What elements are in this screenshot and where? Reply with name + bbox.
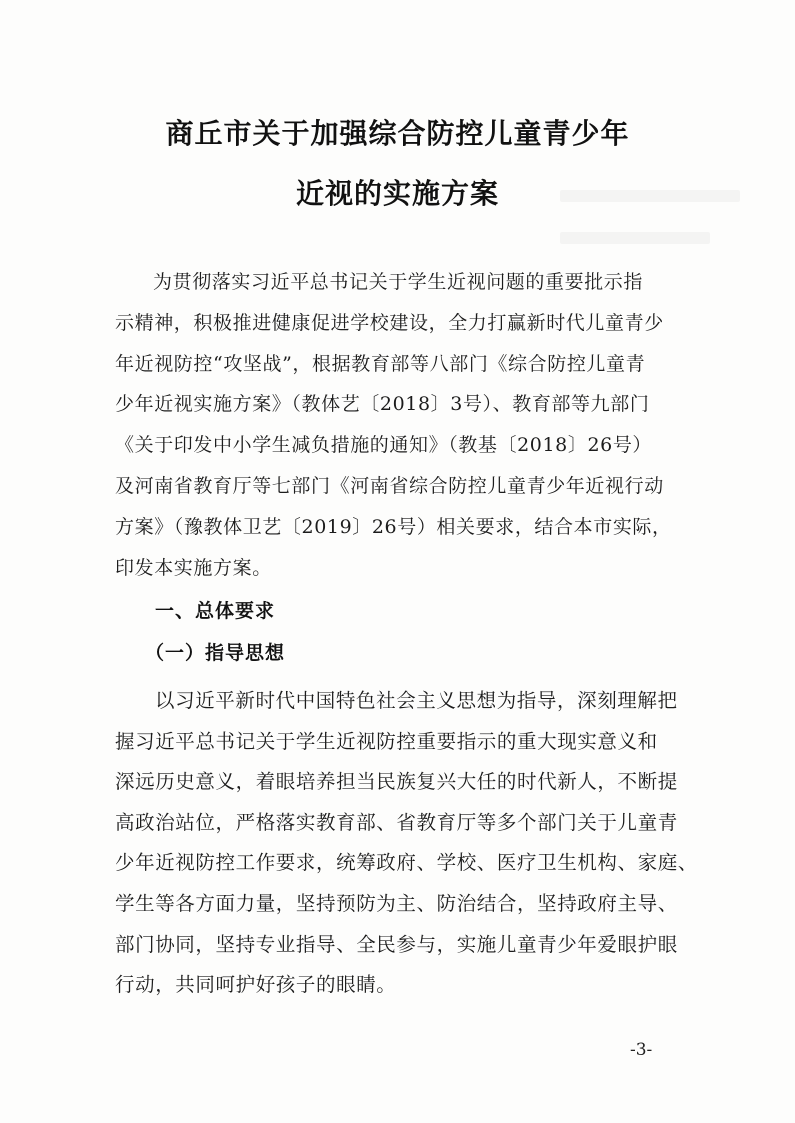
document-title-line-1: 商丘市关于加强综合防控儿童青少年 [165, 117, 630, 150]
scan-showthrough-mark [560, 232, 710, 244]
subsection-heading: （一）指导思想 [145, 642, 286, 664]
document-title-line-2: 近视的实施方案 [295, 177, 499, 210]
intro-line: 为贯彻落实习近平总书记关于学生近视问题的重要批示指 [153, 271, 644, 293]
intro-line: 《关于印发中小学生减负措施的通知》（教基〔2018〕26号） [115, 434, 653, 457]
guiding-line: 握习近平总书记关于学生近视防控重要指示的重大现实意义和 [115, 729, 658, 753]
intro-line: 示精神，积极推进健康促进学校建设，全力打赢新时代儿童青少 [115, 311, 664, 334]
guiding-thought-paragraph [115, 681, 698, 1006]
intro-line: 少年近视实施方案》（教体艺〔2018〕3号）、教育部等九部门 [115, 393, 650, 416]
intro-line: 年近视防控“攻坚战”，根据教育部等八部门《综合防控儿童青 [115, 352, 646, 375]
guiding-line: 深远历史意义，着眼培养担当民族复兴大任的时代新人，不断提 [115, 770, 678, 794]
page-number: -3- [630, 1040, 653, 1060]
guiding-line: 少年近视防控工作要求，统筹政府、学校、医疗卫生机构、家庭、 [115, 851, 698, 875]
guiding-line: 高政治站位，严格落实教育部、省教育厅等多个部门关于儿童青 [115, 810, 678, 834]
guiding-line: 部门协同，坚持专业指导、全民参与，实施儿童青少年爱眼护眼 [115, 932, 678, 956]
intro-line: 方案》（豫教体卫艺〔2019〕26号）相关要求，结合本市实际， [115, 515, 672, 538]
guiding-line: 学生等各方面力量，坚持预防为主、防治结合，坚持政府主导、 [115, 891, 678, 915]
guiding-line: 以习近平新时代中国特色社会主义思想为指导，深刻理解把 [155, 689, 678, 712]
intro-paragraph [115, 262, 695, 588]
intro-line: 印发本实施方案。 [115, 556, 272, 579]
intro-line: 及河南省教育厅等七部门《河南省综合防控儿童青少年近视行动 [115, 474, 664, 497]
section-heading: 一、总体要求 [155, 600, 276, 622]
guiding-line: 行动，共同呵护好孩子的眼睛。 [115, 973, 397, 997]
